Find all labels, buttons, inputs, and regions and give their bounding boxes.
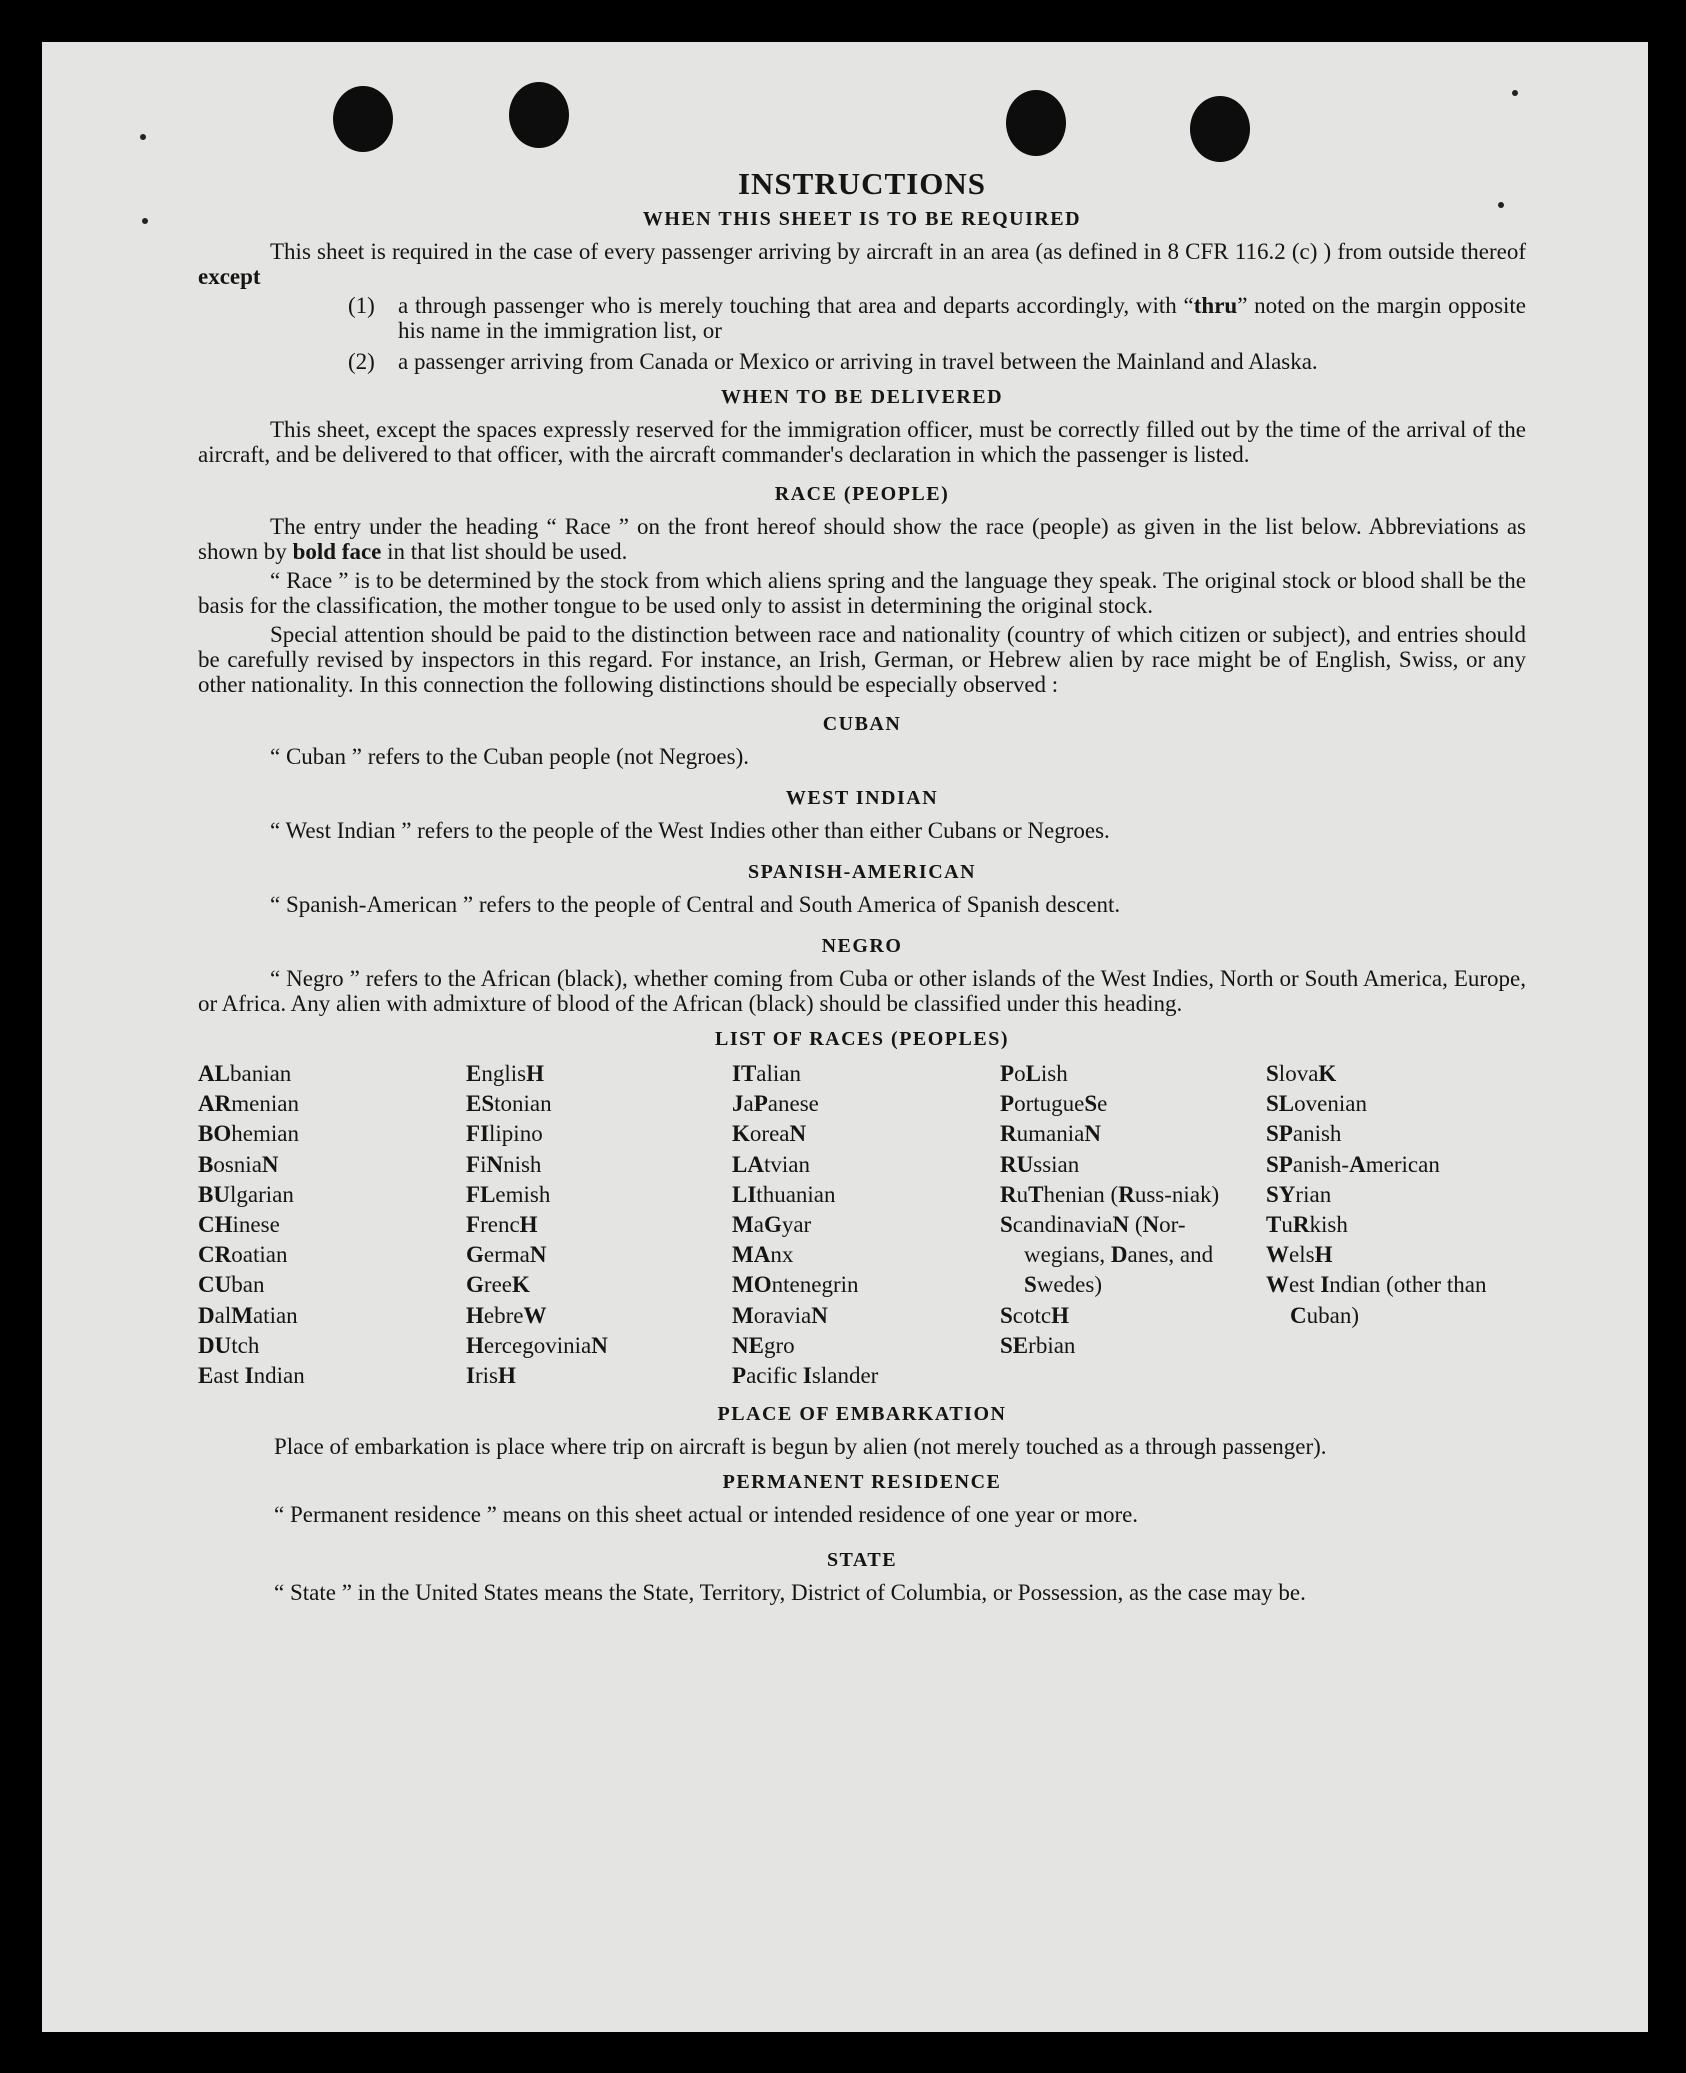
race-entry: IrisH: [466, 1363, 516, 1389]
speck: [142, 218, 148, 224]
race-entry: SLovenian: [1266, 1091, 1367, 1117]
punch-hole: [333, 86, 393, 152]
residence-para: “ Permanent residence ” means on this sheet actual or intended residence of one year or more.: [274, 1502, 1139, 1528]
heading-when-delivered: WHEN TO BE DELIVERED: [720, 386, 1004, 408]
race-entry: SlovaK: [1266, 1061, 1337, 1086]
speck: [1512, 90, 1518, 96]
race-entry: TuRkish: [1266, 1212, 1348, 1238]
race-entry: HebreW: [466, 1302, 547, 1328]
race-entry: West Indian (other than Cuban): [1266, 1272, 1487, 1328]
embarkation-para: Place of embarkation is place where trip on aircraft is begun by alien (not merely touched as a through passenger).: [274, 1434, 1327, 1460]
when-required-para: This sheet is required in the case of every passenger arriving by aircraft in an area (as defined in 8 CFR 116.2 (c) ) from outside thereof except: [198, 239, 1526, 289]
heading-when-required: WHEN THIS SHEET IS TO BE REQUIRED: [642, 208, 1082, 230]
race-entry: EnglisH: [466, 1061, 544, 1086]
race-entry: DalMatian: [198, 1302, 298, 1328]
race-entry: JaPanese: [732, 1091, 819, 1117]
race-entry: LIthuanian: [732, 1181, 836, 1207]
heading-race: RACE (PEOPLE): [774, 483, 950, 505]
race-entry: PoLish: [1000, 1061, 1068, 1086]
races-column: [466, 1059, 732, 1391]
race-entry: MoraviaN: [732, 1302, 828, 1328]
race-entry: East Indian: [198, 1363, 305, 1389]
race-entry: SYrian: [1266, 1181, 1332, 1207]
exception-item-2: (2) a passenger arriving from Canada or Mexico or arriving in travel between the Mainland and Alaska.: [348, 349, 1318, 374]
when-delivered-para: This sheet, except the spaces expressly reserved for the immigration officer, must be correctly filled out by the time of the arrival of the aircraft, and be delivered to that officer, with the aircraft commander's declaration in which the passenger is listed.: [198, 417, 1526, 467]
race-entry: GermaN: [466, 1242, 547, 1268]
punch-hole: [509, 82, 569, 148]
race-entry: BosniaN: [198, 1151, 279, 1177]
race-entry: FIlipino: [466, 1121, 543, 1147]
race-entry: FLemish: [466, 1181, 551, 1207]
punch-hole: [1190, 96, 1250, 162]
race-entry: SErbian: [1000, 1332, 1076, 1358]
spanish-american-para: “ Spanish-American ” refers to the people of Central and South America of Spanish descent.: [270, 892, 1121, 917]
race-entry: WelsH: [1266, 1242, 1333, 1268]
race-para-2: “ Race ” is to be determined by the stock from which aliens spring and the language they speak. The original stock or blood shall be the basis for the classification, the mother tongue to be used only to assist in determining the original stock.: [198, 568, 1526, 618]
heading-spanish-american: SPANISH-AMERICAN: [747, 861, 977, 883]
race-entry: SPanish-American: [1266, 1151, 1440, 1177]
page-title: INSTRUCTIONS: [737, 166, 986, 201]
west-indian-para: “ West Indian ” refers to the people of the West Indies other than either Cubans or Negroes.: [270, 818, 1110, 843]
race-entry: GreeK: [466, 1272, 530, 1298]
state-para: “ State ” in the United States means the State, Territory, District of Columbia, or Possession, as the case may be.: [274, 1580, 1306, 1606]
race-entry: FrencH: [466, 1212, 538, 1238]
race-entry: BUlgarian: [198, 1181, 294, 1207]
race-entry: LAtvian: [732, 1151, 810, 1177]
heading-negro: NEGRO: [821, 935, 903, 957]
race-entry: HercegoviniaN: [466, 1332, 608, 1358]
race-entry: ALbanian: [198, 1061, 292, 1086]
negro-para: “ Negro ” refers to the African (black), whether coming from Cuba or other islands of the West Indies, North or South America, Europe, or Africa. Any alien with admixture of blood of the African (black) should be classified under this heading.: [198, 966, 1526, 1016]
race-entry: CHinese: [198, 1212, 280, 1238]
race-entry: MAnx: [732, 1242, 794, 1268]
heading-residence: PERMANENT RESIDENCE: [722, 1471, 1002, 1494]
races-column: [198, 1059, 466, 1391]
race-entry: ARmenian: [198, 1091, 299, 1117]
heading-embarkation: PLACE OF EMBARKATION: [717, 1403, 1007, 1426]
race-entry: RuThenian (Russ-niak): [1000, 1181, 1220, 1207]
race-entry: CUban: [198, 1272, 265, 1298]
race-entry: DUtch: [198, 1332, 260, 1358]
race-para-3: Special attention should be paid to the distinction between race and nationality (country of which citizen or subject), and entries should be carefully revised by inspectors in this regard. For instance, an Irish, German, or Hebrew alien by race might be of English, Swiss, or any other nationality. In this connection the following distinctions should be especially observed :: [198, 622, 1526, 697]
race-entry: ITalian: [732, 1061, 802, 1086]
speck: [140, 134, 146, 140]
heading-list-of-races: LIST OF RACES (PEOPLES): [714, 1028, 1009, 1050]
exception-item-1: (1) a through passenger who is merely touching that area and departs accordingly, with “thru” noted on the margin opposite his name in the immigration list, or: [348, 293, 1527, 343]
race-entry: Pacific Islander: [732, 1363, 879, 1389]
race-entry: CRoatian: [198, 1242, 288, 1268]
race-entry: KoreaN: [732, 1121, 807, 1147]
heading-cuban: CUBAN: [822, 713, 902, 735]
document-sheet: [42, 42, 1648, 2032]
race-entry: NEgro: [732, 1332, 795, 1358]
race-entry: RumaniaN: [1000, 1121, 1101, 1147]
instructions-content: [198, 166, 1526, 1609]
heading-west-indian: WEST INDIAN: [785, 787, 939, 809]
punch-hole: [1006, 90, 1066, 156]
race-entry: ScandinaviaN (Nor-wegians, Danes, and Swedes): [1000, 1212, 1214, 1298]
races-column: [732, 1059, 1000, 1391]
cuban-para: “ Cuban ” refers to the Cuban people (not Negroes).: [270, 744, 750, 769]
races-column: [1266, 1059, 1526, 1391]
race-para-1: The entry under the heading “ Race ” on the front hereof should show the race (people) as given in the list below. Abbreviations as shown by bold face in that list should be used.: [198, 514, 1526, 564]
race-entry: EStonian: [466, 1091, 552, 1117]
race-entry: RUssian: [1000, 1151, 1080, 1177]
heading-state: STATE: [826, 1549, 898, 1572]
race-entry: ScotcH: [1000, 1302, 1070, 1328]
races-column: [1000, 1059, 1266, 1391]
race-entry: BOhemian: [198, 1121, 299, 1147]
race-entry: FiNnish: [466, 1151, 542, 1177]
race-entry: SPanish: [1266, 1121, 1342, 1147]
race-entry: MaGyar: [732, 1212, 812, 1238]
race-entry: PortugueSe: [1000, 1091, 1108, 1117]
races-list: [198, 1059, 1526, 1391]
race-entry: MOntenegrin: [732, 1272, 859, 1298]
